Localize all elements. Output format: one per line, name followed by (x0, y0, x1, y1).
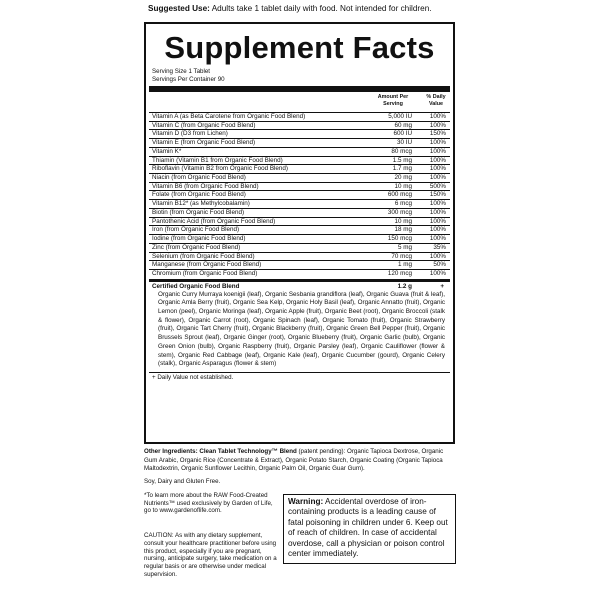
blend-row (149, 282, 450, 291)
nutrient-dv: 100% (429, 165, 446, 173)
nutrient-amount: 10 mg (394, 217, 412, 225)
blend-name: Certified Organic Food Blend (152, 282, 240, 290)
suggested-use-label: Suggested Use: (148, 4, 210, 13)
nutrient-row (149, 217, 450, 226)
nutrient-name: Vitamin B12* (as Methylcobalamin) (152, 200, 250, 208)
nutrient-dv: 100% (429, 113, 446, 120)
nutrient-dv: 100% (429, 200, 446, 208)
caution-text: CAUTION: As with any dietary supplement, consult your healthcare practitioner before using this product, especially if you are pregnant, nursing, anticipate surgery, take medication on a regular basis or are otherwise under medical supervision. (144, 532, 277, 578)
nutrient-table (149, 112, 450, 278)
amount-header-line2: Serving (383, 100, 403, 107)
nutrient-dv: 100% (429, 121, 446, 129)
nutrient-name: Iron (from Organic Food Blend) (152, 226, 240, 234)
nutrient-name: Folate (from Organic Food Blend) (152, 191, 246, 199)
nutrient-row (149, 138, 450, 147)
nutrient-dv: 100% (429, 147, 446, 155)
nutrient-name: Thiamin (Vitamin B1 from Organic Food Blend) (152, 156, 283, 164)
serving-size: Serving Size 1 Tablet (152, 68, 211, 75)
nutrient-row (149, 234, 450, 243)
nutrient-amount: 1 mg (398, 261, 412, 269)
suggested-use-text: Adults take 1 tablet daily with food. Not intended for children. (211, 4, 432, 13)
nutrient-name: Vitamin E (from Organic Food Blend) (152, 139, 256, 147)
nutrient-dv: 100% (429, 174, 446, 182)
nutrient-row (149, 164, 450, 173)
nutrient-row (149, 199, 450, 208)
nutrient-amount: 6 mcg (394, 200, 412, 208)
other-ingredients-label: Other Ingredients: Clean Tablet Technology™ Blend (144, 448, 297, 455)
dv-header-line2: Value (428, 100, 444, 107)
nutrient-row (149, 147, 450, 156)
nutrient-row (149, 269, 450, 278)
nutrient-amount: 30 IU (396, 139, 412, 147)
daily-value-header (421, 94, 451, 107)
nutrient-dv: 100% (429, 156, 446, 164)
nutrient-row (149, 260, 450, 269)
nutrient-name: Manganese (from Organic Food Blend) (152, 261, 262, 269)
nutrient-row (149, 252, 450, 261)
nutrient-name: Chromium (from Organic Food Blend) (152, 269, 258, 277)
nutrient-name: Vitamin D (D3 from Lichen) (152, 130, 228, 138)
dv-header-line1: % Daily (426, 94, 446, 100)
nutrient-dv: 500% (429, 182, 446, 190)
nutrient-amount: 120 mcg (387, 269, 412, 277)
nutrient-name: Vitamin K* (152, 147, 182, 155)
nutrient-dv: 100% (429, 139, 446, 147)
nutrient-amount: 600 mcg (387, 191, 412, 199)
other-ingredients-text: (patent pending): Organic Tapioca Dextrose, Organic Gum Arabic, Organic Rice (Concentrate & Extract), Organic Potato Starch, Organic Coating (Organic Tapioca Maltodextrin, Organic Sunflower Lecithin, Organic Palm Oil, Organic Guar Gum). (144, 448, 444, 473)
nutrient-dv: 100% (429, 217, 446, 225)
nutrient-row (149, 121, 450, 130)
nutrient-name: Riboflavin (Vitamin B2 from Organic Food Blend) (152, 165, 289, 173)
nutrient-amount: 20 mg (394, 174, 412, 182)
nutrient-amount: 10 mg (394, 182, 412, 190)
amount-header-line1: Amount Per (377, 94, 409, 100)
suggested-use (148, 3, 468, 14)
servings-per-container: Servings Per Container 90 (152, 76, 225, 83)
nutrient-row (149, 182, 450, 191)
nutrient-amount: 18 mg (394, 226, 412, 234)
panel-title: Supplement Facts (164, 30, 435, 65)
blend-ingredients: Organic Curry Murraya koenigii (leaf), Organic Sesbania grandiflora (leaf), Organic Guava (fruit & leaf), Organic Amla Berry (fruit), Organic Sea Kelp, Organic Holy Basil (leaf), Organic Annatto (fruit), Organic Lemon (peel), Organic Moringa (leaf), Organic Apple (fruit), Organic Beet (root), Organic Broccoli (stalk & flower), Organic Carrot (root), Organic Spinach (leaf), Organic Tomato (fruit), Organic Strawberry (fruit), Organic Tart Cherry (fruit), Organic Blackberry (fruit), Organic Green Bell Pepper (fruit), Organic Brussels Sprout (leaf), Organic Ginger (root), Organic Blueberry (fruit), Organic Garlic (bulb), Organic Green Onion (bulb), Organic Raspberry (fruit), Organic Parsley (leaf), Organic Cauliflower (flower & stem), Organic Red Cabbage (leaf), Organic Kale (leaf), Organic Cucumber (gourd), Organic Celery (stalk), Organic Asparagus (flower & stem) (158, 290, 445, 368)
blend-amount: 1.2 g (397, 282, 412, 290)
nutrient-dv: 100% (429, 226, 446, 234)
nutrient-dv: 150% (429, 130, 446, 138)
nutrient-row (149, 173, 450, 182)
supplement-facts-panel (144, 22, 455, 444)
nutrient-amount: 70 mcg (391, 252, 412, 260)
nutrient-name: Pantothenic Acid (from Organic Food Blend) (152, 217, 276, 225)
nutrient-row (149, 208, 450, 217)
nutrient-amount: 1.7 mg (392, 165, 412, 173)
nutrient-name: Zinc (from Organic Food Blend) (152, 243, 241, 251)
nutrient-name: Selenium (from Organic Food Blend) (152, 252, 255, 260)
nutrient-row (149, 156, 450, 165)
nutrient-amount: 300 mcg (387, 208, 412, 216)
nutrient-row (149, 225, 450, 234)
nutrient-row (149, 112, 450, 121)
nutrient-amount: 1.5 mg (392, 156, 412, 164)
nutrient-dv: 35% (433, 243, 446, 251)
nutrient-amount: 5 mg (398, 243, 412, 251)
nutrient-row (149, 190, 450, 199)
allergen-note: Soy, Dairy and Gluten Free. (144, 478, 221, 485)
nutrient-dv: 150% (429, 191, 446, 199)
nutrient-row (149, 243, 450, 252)
nutrient-dv: 100% (429, 252, 446, 260)
nutrient-amount: 150 mcg (387, 235, 412, 243)
nutrient-dv: 100% (429, 208, 446, 216)
nutrient-dv: 50% (433, 261, 446, 269)
dv-note: + Daily Value not established. (152, 374, 234, 382)
nutrient-name: Biotin (from Organic Food Blend) (152, 208, 245, 216)
nutrient-name: Iodine (from Organic Food Blend) (152, 235, 246, 243)
warning-text: Accidental overdose of iron-containing products is a leading cause of fatal poisoning in children under 6. Keep out of reach of children. In case of accidental overdose, call a physician or poison control center immediately. (288, 497, 448, 559)
nutrient-name: Vitamin A (as Beta Carotene from Organic Food Blend) (152, 113, 306, 120)
warning-box (283, 494, 456, 564)
other-ingredients (144, 448, 456, 474)
nutrient-dv: 100% (429, 269, 446, 277)
nutrient-name: Vitamin C (from Organic Food Blend) (152, 121, 256, 129)
column-headers (146, 92, 453, 112)
nutrient-name: Niacin (from Organic Food Blend) (152, 174, 246, 182)
nutrient-amount: 80 mcg (391, 147, 412, 155)
warning-label: Warning: (288, 497, 324, 506)
nutrient-dv: 100% (429, 235, 446, 243)
blend-dv: + (440, 282, 444, 290)
nutrient-row (149, 129, 450, 138)
nutrient-amount: 600 IU (393, 130, 412, 138)
raw-note: *To learn more about the RAW Food-Created Nutrients™ used exclusively by Garden of Life, go to www.gardenoflife.com. (144, 492, 273, 515)
nutrient-amount: 60 mg (394, 121, 412, 129)
amount-header (368, 94, 418, 107)
nutrient-amount: 5,000 IU (388, 113, 412, 120)
nutrient-name: Vitamin B6 (from Organic Food Blend) (152, 182, 259, 190)
